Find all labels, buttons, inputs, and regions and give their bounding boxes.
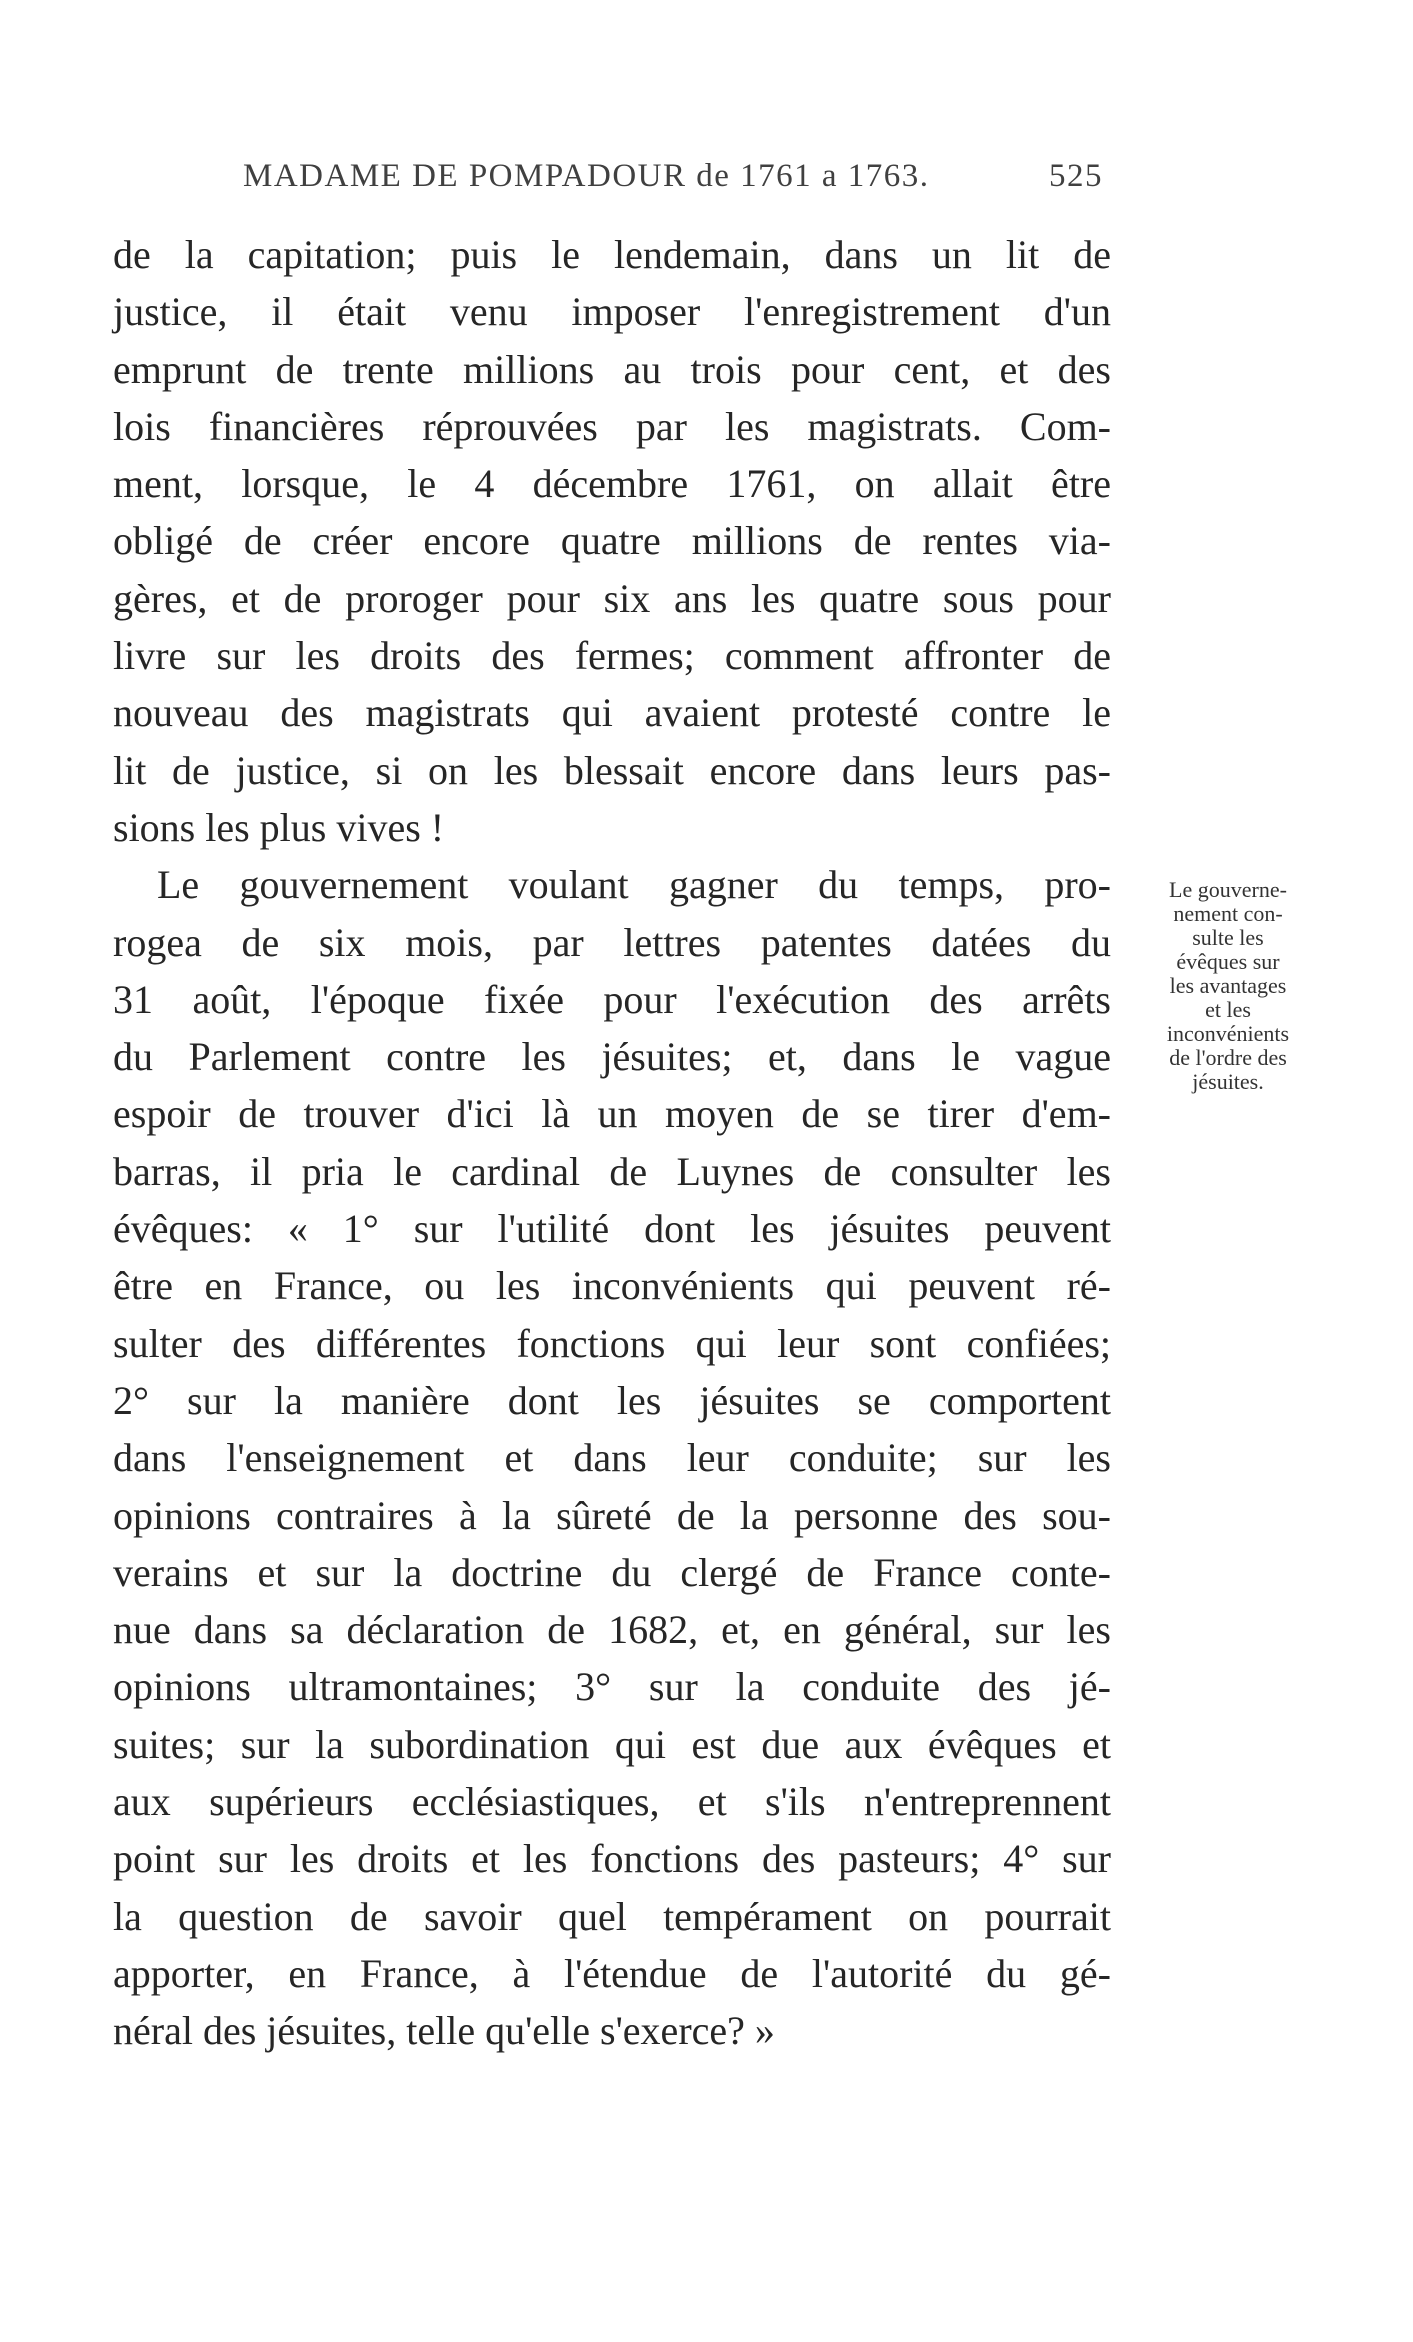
running-title: MADAME DE POMPADOUR de 1761 a 1763. — [243, 158, 930, 194]
margin-note-line: jésuites. — [1192, 1069, 1264, 1094]
text-line: lit de justice, si on les blessait encore dans leurs pas- — [113, 747, 1111, 793]
text-line: rogea de six mois, par lettres patentes datées du — [113, 919, 1111, 965]
text-line: suites; sur la subordination qui est due aux évêques et — [113, 1721, 1111, 1767]
text-line: espoir de trouver d'ici là un moyen de se tirer d'em- — [113, 1091, 1111, 1137]
margin-note-line: inconvénients — [1166, 1021, 1290, 1046]
text-line: de la capitation; puis le lendemain, dans un lit de — [113, 232, 1111, 277]
margin-note-line: les avantages — [1169, 973, 1287, 998]
margin-note-line: sulte les — [1192, 925, 1264, 950]
margin-note-line: évêques sur — [1176, 949, 1280, 974]
margin-note-line: de l'ordre des — [1169, 1045, 1287, 1070]
margin-note-line: Le gouverne- — [1169, 877, 1287, 902]
text-line: gères, et de proroger pour six ans les quatre sous pour — [113, 575, 1111, 621]
margin-note — [1133, 878, 1323, 1094]
text-line: 2° sur la manière dont les jésuites se comportent — [113, 1377, 1111, 1423]
text-line: 31 août, l'époque fixée pour l'exécution des arrêts — [113, 976, 1111, 1022]
text-line: dans l'enseignement et dans leur conduite; sur les — [113, 1435, 1111, 1481]
text-line: sulter des différentes fonctions qui leur sont confiées; — [113, 1320, 1111, 1366]
text-line: opinions ultramontaines; 3° sur la conduite des jé- — [113, 1664, 1111, 1710]
text-line: aux supérieurs ecclésiastiques, et s'ils n'entreprennent — [113, 1779, 1111, 1825]
text-line: justice, il était venu imposer l'enregistrement d'un — [113, 289, 1111, 335]
text-line: lois financières réprouvées par les magistrats. Com- — [113, 403, 1111, 449]
text-line: point sur les droits et les fonctions des pasteurs; 4° sur — [113, 1836, 1111, 1882]
text-line: emprunt de trente millions au trois pour cent, et des — [113, 346, 1111, 392]
text-line: opinions contraires à la sûreté de la personne des sou- — [113, 1492, 1111, 1538]
text-line: la question de savoir quel tempérament on pourrait — [113, 1893, 1111, 1939]
running-header — [243, 158, 1103, 204]
margin-note-line: et les — [1205, 997, 1251, 1022]
margin-note-line: nement con- — [1173, 901, 1283, 926]
text-line: livre sur les droits des fermes; comment affronter de — [113, 633, 1111, 679]
text-line: néral des jésuites, telle qu'elle s'exerce? » — [113, 2008, 775, 2054]
text-line: barras, il pria le cardinal de Luynes de consulter les — [113, 1148, 1111, 1194]
text-line: du Parlement contre les jésuites; et, dans le vague — [113, 1034, 1111, 1080]
text-line: ment, lorsque, le 4 décembre 1761, on allait être — [113, 461, 1111, 507]
text-line: évêques: « 1° sur l'utilité dont les jésuites peuvent — [113, 1206, 1111, 1252]
text-line: Le gouvernement voulant gagner du temps, pro- — [157, 862, 1111, 908]
text-line: obligé de créer encore quatre millions de rentes via- — [113, 518, 1111, 564]
page-number: 525 — [1049, 158, 1103, 194]
body-text — [113, 226, 1111, 2060]
text-line: nouveau des magistrats qui avaient protesté contre le — [113, 690, 1111, 736]
text-line: verains et sur la doctrine du clergé de France conte- — [113, 1549, 1111, 1595]
text-line: être en France, ou les inconvénients qui peuvent ré- — [113, 1263, 1111, 1309]
text-line: apporter, en France, à l'étendue de l'autorité du gé- — [113, 1950, 1111, 1996]
text-line: sions les plus vives ! — [113, 804, 445, 850]
text-line: nue dans sa déclaration de 1682, et, en général, sur les — [113, 1607, 1111, 1653]
